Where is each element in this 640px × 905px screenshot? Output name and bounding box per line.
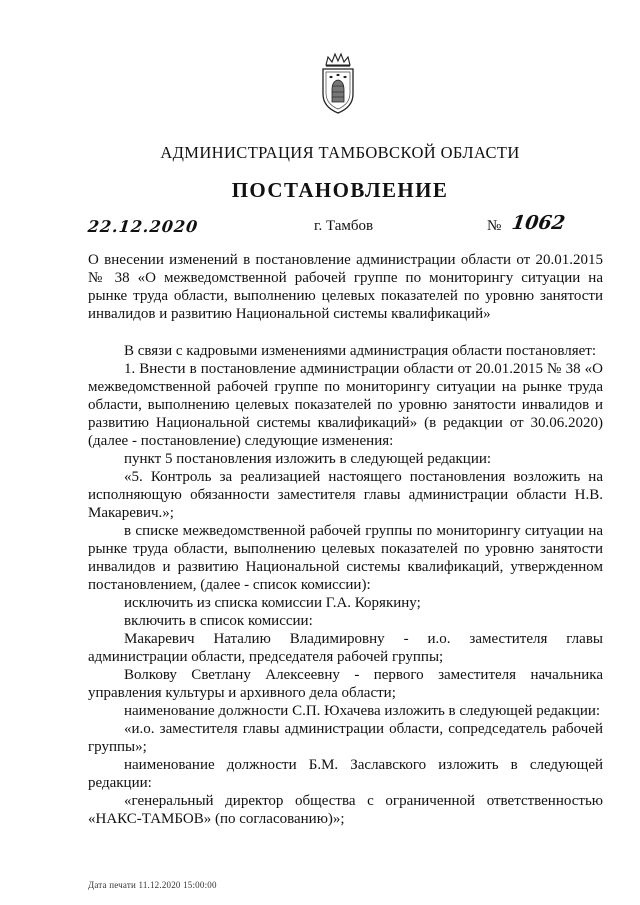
paragraph: «и.о. заместителя главы администрации области, сопредседатель рабочей группы»; <box>88 721 603 755</box>
paragraph: В связи с кадровыми изменениями администрация области постановляет: <box>124 343 597 359</box>
number-label: № <box>487 218 502 234</box>
document-number: 1062 <box>510 212 567 234</box>
document-title: О внесении изменений в постановление администрации области от 20.01.2015 № 38 «О межведомственной рабочей группе по мониторингу ситуации на рынке труда области, выполнению целевых показателей по уровню занятости инвалидов и развитию Национальной системы квалификаций» <box>88 252 603 322</box>
paragraph: «5. Контроль за реализацией настоящего постановления возложить на исполняющую обязанности заместителя главы администрации области Н.В. Макаревич.»; <box>88 469 603 521</box>
organization-name: АДМИНИСТРАЦИЯ ТАМБОВСКОЙ ОБЛАСТИ <box>160 143 520 162</box>
paragraph: Волкову Светлану Алексеевну - первого заместителя начальника управления культуры и архивного дела области; <box>88 667 603 701</box>
paragraph: наименование должности С.П. Юхачева изложить в следующей редакции: <box>124 703 601 719</box>
paragraph: «генеральный директор общества с ограниченной ответственностью «НАКС-ТАМБОВ» (по согласованию)»; <box>88 793 603 827</box>
paragraph: в списке межведомственной рабочей группы по мониторингу ситуации на рынке труда области, выполнению целевых показателей по уровню занятости инвалидов и развитию Национальной системы квалификаций, утвержденном постановлением, (далее - список комиссии): <box>88 523 603 593</box>
document-type: ПОСТАНОВЛЕНИЕ <box>231 178 449 202</box>
paragraph: включить в список комиссии: <box>124 613 313 629</box>
paragraph: 1. Внести в постановление администрации области от 20.01.2015 № 38 «О межведомственной рабочей группе по мониторингу ситуации на рынке труда области, выполнению целевых показателей по уровню занятости инвалидов и развитию Национальной системы квалификаций» (в редакции от 30.06.2020) (далее - постановление) следующие изменения: <box>88 361 603 449</box>
document-city: г. Тамбов <box>314 218 374 234</box>
paragraph: Макаревич Наталию Владимировну - и.о. заместителя главы администрации области, председателя рабочей группы; <box>88 631 603 665</box>
paragraph: наименование должности Б.М. Заславского изложить в следующей редакции: <box>88 757 603 791</box>
document-date: 22.12.2020 <box>87 217 200 236</box>
print-date: Дата печати 11.12.2020 15:00:00 <box>88 880 217 890</box>
coat-of-arms-icon <box>316 52 360 116</box>
document-body <box>88 342 603 828</box>
paragraph: пункт 5 постановления изложить в следующей редакции: <box>124 451 492 467</box>
paragraph: исключить из списка комиссии Г.А. Корякину; <box>124 595 421 611</box>
